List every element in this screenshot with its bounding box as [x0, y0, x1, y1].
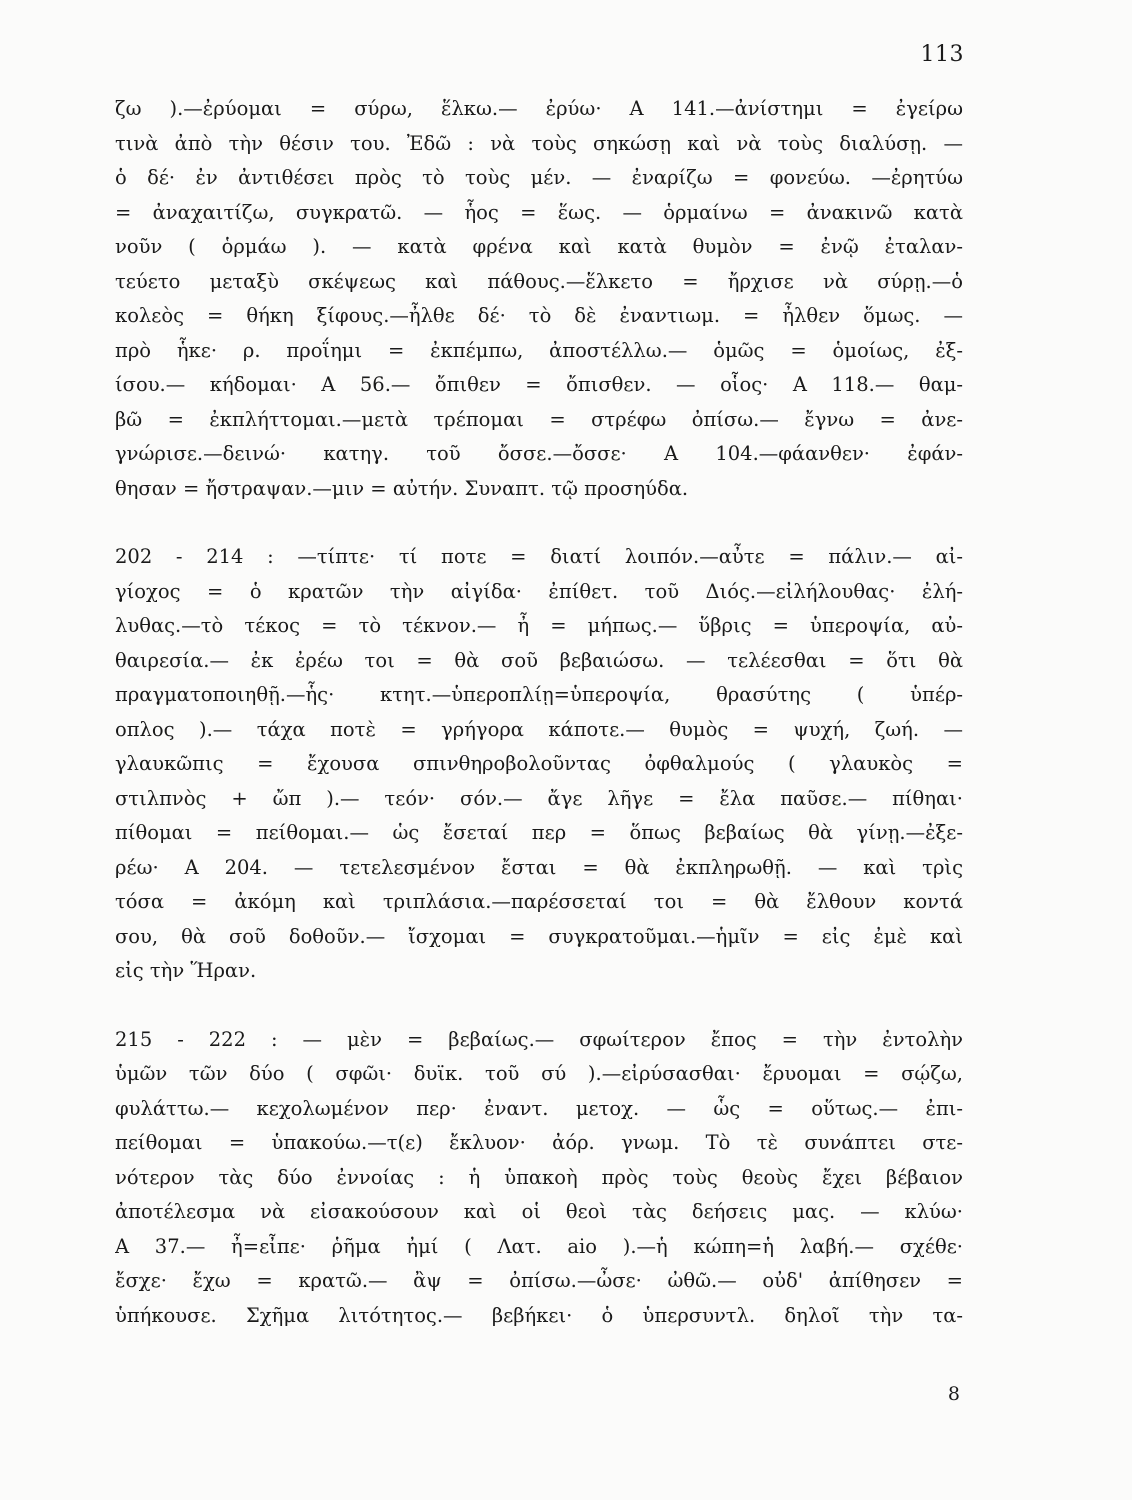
- page-number: 113: [920, 42, 964, 67]
- text-line: στιλπνὸς + ὤπ ).— τεόν· σόν.— ἄγε λῆγε = ἔλα παῦσε.— πίθηαι·: [115, 786, 963, 810]
- text-line: θαιρεσία.— ἐκ ἐρέω τοι = θὰ σοῦ βεβαιώσω. — τελέεσθαι = ὅτι θὰ: [115, 648, 963, 672]
- paragraph-gap: [115, 506, 963, 540]
- text-line: ἔσχε· ἔχω = κρατῶ.— ἂψ = ὀπίσω.—ὦσε· ὠθῶ.— οὐδ' ἀπίθησεν =: [115, 1269, 963, 1292]
- text-line: ὑπήκουσε. Σχῆμα λιτότητος.— βεβήκει· ὁ ὑπερσυντλ. δηλοῖ τὴν τα-: [115, 1303, 963, 1327]
- text-line: νότερον τὰς δύο ἐννοίας : ἡ ὑπακοὴ πρὸς τοὺς θεοὺς ἔχει βέβαιον: [115, 1165, 963, 1189]
- text-line: πείθομαι = ὑπακούω.—τ(ε) ἔκλυον· ἀόρ. γνωμ. Τὸ τὲ συνάπτει στε-: [115, 1131, 963, 1154]
- text-line: ίσου.— κήδομαι· Α 56.— ὄπιθεν = ὄπισθεν. — οἷος· Α 118.— θαμ-: [115, 373, 963, 396]
- paragraph-1: [115, 92, 963, 506]
- text-line: 202 - 214 : —τίπτε· τί ποτε = διατί λοιπόν.—αὖτε = πάλιν.— αἰ-: [115, 545, 963, 568]
- text-line: ὁ δέ· ἐν ἀντιθέσει πρὸς τὸ τοὺς μέν. — ἐναρίζω = φονεύω. —ἐρητύω: [115, 166, 963, 189]
- text-line: ἀποτέλεσμα νὰ εἰσακούσουν καὶ οἱ θεοὶ τὰς δεήσεις μας. — κλύω·: [115, 1200, 963, 1223]
- text-line: ὑμῶν τῶν δύο ( σφῶι· δυϊκ. τοῦ σύ ).—εἰρύσασθαι· ἔρυομαι = σῴζω,: [115, 1062, 963, 1085]
- text-line: ζω ).—ἐρύομαι = σύρω, ἕλκω.— ἐρύω· Α 141.—ἀνίστημι = ἐγείρω: [115, 97, 963, 120]
- text-line: πρὸ ἧκε· ρ. προΐημι = ἐκπέμπω, ἀποστέλλω.— ὁμῶς = ὁμοίως, ἐξ-: [115, 338, 963, 362]
- signature-mark: 8: [947, 1383, 960, 1405]
- text-line: φυλάττω.— κεχολωμένον περ· ἐναντ. μετοχ. — ὧς = οὕτως.— ἐπι-: [115, 1096, 963, 1120]
- text-line: Α 37.— ἦ=εἶπε· ῥῆμα ἠμί ( Λατ. aio ).—ἡ κώπη=ἡ λαβή.— σχέθε·: [115, 1234, 963, 1258]
- text-line: θησαν = ἤστραψαν.—μιν = αὐτήν. Συναπτ. τῷ προσηύδα.: [115, 476, 689, 500]
- text-line: 215 - 222 : — μὲν = βεβαίως.— σφωίτερον ἔπος = τὴν ἐντολὴν: [115, 1027, 963, 1051]
- text-line: τινὰ ἀπὸ τὴν θέσιν του. Ἐδῶ : νὰ τοὺς σηκώσῃ καὶ νὰ τοὺς διαλύσῃ. —: [115, 131, 963, 155]
- text-line: τόσα = ἀκόμη καὶ τριπλάσια.—παρέσσεταί τοι = θὰ ἔλθουν κοντά: [115, 890, 963, 913]
- body-text: [115, 92, 963, 1333]
- text-line: = ἀναχαιτίζω, συγκρατῶ. — ἧος = ἕως. — ὁρμαίνω = ἀνακινῶ κατὰ: [115, 200, 963, 224]
- text-line: γνώρισε.—δεινώ· κατηγ. τοῦ ὄσσε.—ὄσσε· Α 104.—φάανθεν· ἐφάν-: [115, 442, 963, 465]
- text-line: βῶ = ἐκπλήττομαι.—μετὰ τρέπομαι = στρέφω ὀπίσω.— ἔγνω = ἀνε-: [115, 407, 963, 431]
- text-line: οπλος ).— τάχα ποτὲ = γρήγορα κάποτε.— θυμὸς = ψυχή, ζωή. —: [115, 717, 963, 741]
- text-line: τεύετο μεταξὺ σκέψεως καὶ πάθους.—ἕλκετο = ἤρχισε νὰ σύρῃ.—ὁ: [115, 269, 963, 293]
- text-line: ρέω· Α 204. — τετελεσμένον ἔσται = θὰ ἐκπληρωθῇ. — καὶ τρὶς: [115, 855, 963, 879]
- text-line: σου, θὰ σοῦ δοθοῦν.— ἴσχομαι = συγκρατοῦμαι.—ἡμῖν = εἰς ἐμὲ καὶ: [115, 924, 963, 948]
- text-line: λυθας.—τὸ τέκος = τὸ τέκνον.— ἦ = μήπως.— ὕβρις = ὑπεροψία, αὐ-: [115, 614, 963, 637]
- paragraph-3: [115, 1023, 963, 1334]
- text-line: εἰς τὴν Ἥραν.: [115, 959, 257, 982]
- text-line: κολεὸς = θήκη ξίφους.—ἦλθε δέ· τὸ δὲ ἐναντιωμ. = ἦλθεν ὅμως. —: [115, 304, 963, 327]
- text-line: πίθομαι = πείθομαι.— ὡς ἔσεταί περ = ὅπως βεβαίως θὰ γίνῃ.—ἐξε-: [115, 821, 963, 844]
- paragraph-2: [115, 540, 963, 989]
- text-line: πραγματοποιηθῇ.—ἧς· κτητ.—ὑπεροπλίῃ=ὑπεροψία, θρασύτης ( ὑπέρ-: [115, 683, 963, 706]
- paragraph-gap: [115, 989, 963, 1023]
- text-line: γίοχος = ὁ κρατῶν τὴν αἰγίδα· ἐπίθετ. τοῦ Διός.—εἰλήλουθας· ἐλή-: [115, 579, 963, 603]
- text-line: νοῦν ( ὁρμάω ). — κατὰ φρένα καὶ κατὰ θυμὸν = ἐνῷ ἐταλαν-: [115, 235, 963, 258]
- text-line: γλαυκῶπις = ἔχουσα σπινθηροβολοῦντας ὀφθαλμούς ( γλαυκὸς =: [115, 752, 963, 775]
